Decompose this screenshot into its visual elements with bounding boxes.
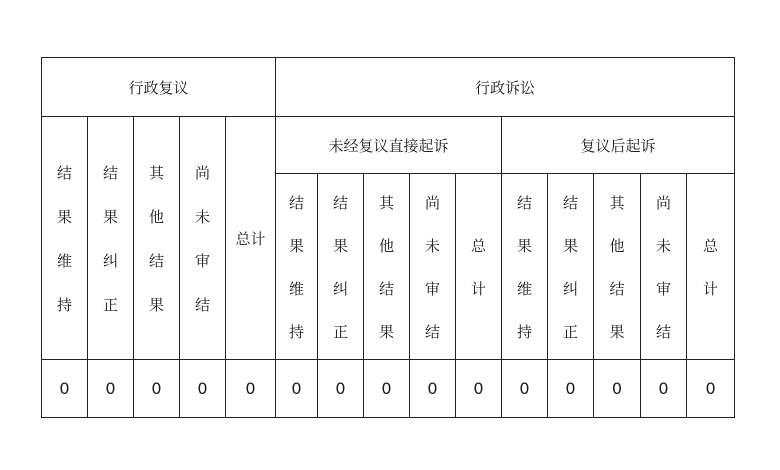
label-char: 结	[332, 193, 348, 212]
value-direct-total: 0	[456, 360, 502, 418]
label-char: 持	[288, 322, 304, 341]
label-char: 结	[148, 251, 164, 270]
col-post-upheld	[502, 174, 548, 360]
label-char: 结	[288, 193, 304, 212]
label-char: 计	[470, 279, 486, 298]
label-char: 结	[56, 163, 72, 182]
value-direct-upheld: 0	[276, 360, 318, 418]
value-review-other: 0	[134, 360, 180, 418]
vertical-label	[56, 163, 72, 314]
label-char: 结	[194, 295, 210, 314]
vertical-label	[378, 193, 394, 341]
vertical-label	[424, 193, 440, 341]
value-post-other: 0	[594, 360, 641, 418]
label-char: 果	[562, 236, 578, 255]
col-post-total	[687, 174, 735, 360]
values-row	[42, 360, 735, 418]
label-char: 结	[516, 193, 532, 212]
label-char: 正	[332, 322, 348, 341]
header-admin-litigation	[276, 58, 735, 117]
vertical-label	[288, 193, 304, 341]
label-char: 他	[148, 207, 164, 226]
value-direct-other: 0	[364, 360, 410, 418]
label-char: 未	[194, 207, 210, 226]
label-char: 结	[655, 322, 671, 341]
label-char: 尚	[424, 193, 440, 212]
label-char: 纠	[102, 251, 118, 270]
label-char: 计	[703, 279, 719, 298]
vertical-label	[516, 193, 532, 341]
label-char: 维	[56, 251, 72, 270]
vertical-label	[102, 163, 118, 314]
col-post-pending	[641, 174, 687, 360]
label-char: 结	[562, 193, 578, 212]
label-char: 果	[288, 236, 304, 255]
vertical-label	[609, 193, 625, 341]
vertical-label	[562, 193, 578, 341]
label-char: 审	[424, 279, 440, 298]
label-char: 总	[703, 236, 719, 255]
label-char: 他	[378, 236, 394, 255]
value-direct-pending: 0	[410, 360, 456, 418]
label-char: 结	[378, 279, 394, 298]
col-review-corrected	[88, 117, 134, 360]
label-char: 审	[655, 279, 671, 298]
label-char: 果	[609, 322, 625, 341]
value-post-pending: 0	[641, 360, 687, 418]
header-admin-litigation-label: 行政诉讼	[475, 78, 536, 97]
col-review-upheld	[42, 117, 88, 360]
value-review-total: 0	[226, 360, 276, 418]
label-char: 维	[288, 279, 304, 298]
label-char: 果	[56, 207, 72, 226]
vertical-label	[148, 163, 164, 314]
label-char: 结	[424, 322, 440, 341]
label-char: 尚	[194, 163, 210, 182]
value-post-total: 0	[687, 360, 735, 418]
header-admin-review	[42, 58, 276, 117]
label-char: 其	[148, 163, 164, 182]
vertical-label	[194, 163, 210, 314]
label-char: 维	[516, 279, 532, 298]
col-direct-other	[364, 174, 410, 360]
label-char: 尚	[655, 193, 671, 212]
col-direct-upheld	[276, 174, 318, 360]
col-post-corrected	[548, 174, 594, 360]
header-direct-suit	[276, 117, 502, 174]
label-char: 纠	[332, 279, 348, 298]
label-char: 持	[56, 295, 72, 314]
header-post-review-suit	[502, 117, 735, 174]
vertical-label	[332, 193, 348, 341]
label-char: 其	[609, 193, 625, 212]
label-char: 果	[102, 207, 118, 226]
label-char: 结	[609, 279, 625, 298]
label-char: 总	[470, 236, 486, 255]
label-char: 正	[102, 295, 118, 314]
label-char: 果	[516, 236, 532, 255]
header-admin-review-label: 行政复议	[128, 78, 189, 97]
value-review-pending: 0	[180, 360, 226, 418]
label-char: 果	[378, 322, 394, 341]
label-char: 果	[332, 236, 348, 255]
value-direct-corrected: 0	[318, 360, 364, 418]
label-char: 纠	[562, 279, 578, 298]
col-post-other	[594, 174, 641, 360]
col-review-pending	[180, 117, 226, 360]
label-char: 他	[609, 236, 625, 255]
value-review-upheld: 0	[42, 360, 88, 418]
header-direct-suit-label: 未经复议直接起诉	[328, 136, 449, 155]
value-post-corrected: 0	[548, 360, 594, 418]
col-direct-pending	[410, 174, 456, 360]
col-direct-corrected	[318, 174, 364, 360]
header-post-review-suit-label: 复议后起诉	[580, 136, 656, 155]
value-post-upheld: 0	[502, 360, 548, 418]
col-direct-total	[456, 174, 502, 360]
label-char: 持	[516, 322, 532, 341]
value-review-corrected: 0	[88, 360, 134, 418]
label-char: 未	[424, 236, 440, 255]
total-label: 总计	[235, 229, 266, 248]
statistics-table	[41, 57, 735, 418]
col-review-total	[226, 117, 276, 360]
col-review-other	[134, 117, 180, 360]
vertical-label	[470, 236, 486, 298]
label-char: 正	[562, 322, 578, 341]
vertical-label	[703, 236, 719, 298]
label-char: 果	[148, 295, 164, 314]
vertical-label	[655, 193, 671, 341]
label-char: 结	[102, 163, 118, 182]
label-char: 其	[378, 193, 394, 212]
label-char: 未	[655, 236, 671, 255]
label-char: 审	[194, 251, 210, 270]
